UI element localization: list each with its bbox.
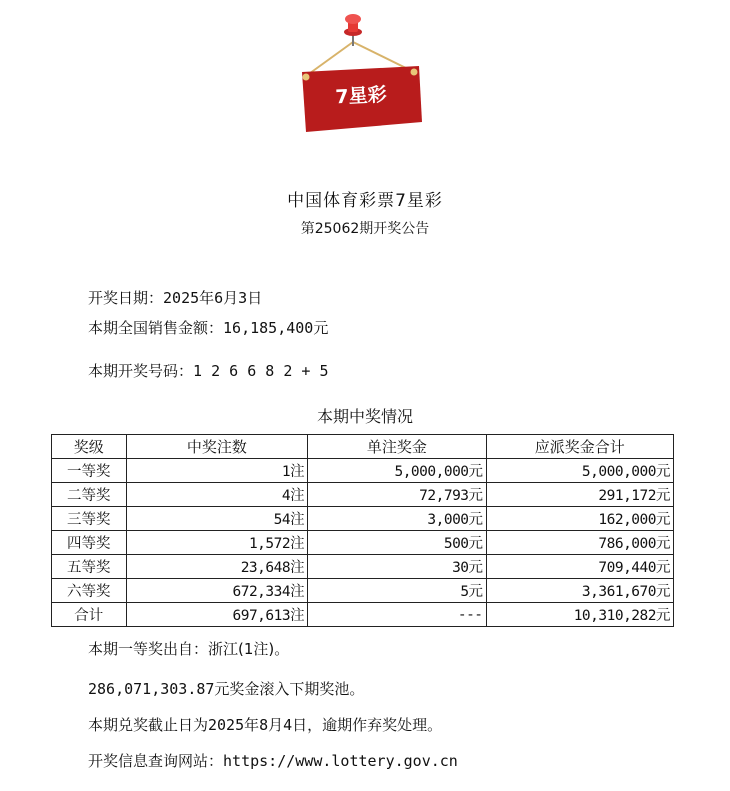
winner-count: 697,613注 — [126, 603, 308, 627]
winner-count: 23,648注 — [126, 555, 308, 579]
table-row — [52, 483, 674, 507]
table-row — [52, 459, 674, 483]
sales-value: 16,185,400元 — [223, 319, 329, 337]
prize-total: 5,000,000元 — [486, 459, 673, 483]
winner-count: 4注 — [126, 483, 308, 507]
prize-level: 三等奖 — [52, 507, 127, 531]
prize-amount: 72,793元 — [308, 483, 486, 507]
header-cell: 奖级 — [52, 435, 127, 459]
page-title: 中国体育彩票7星彩 — [287, 191, 443, 211]
website-label: 开奖信息查询网站： — [88, 752, 224, 770]
first-prize-origin-text: 本期一等奖出自：浙江(1注)。 — [88, 640, 290, 658]
table-total-row — [52, 603, 674, 627]
prize-amount: 5元 — [308, 579, 486, 603]
prize-total: 291,172元 — [486, 483, 673, 507]
draw-date-value: 2025年6月3日 — [163, 289, 263, 307]
prize-total: 10,310,282元 — [486, 603, 673, 627]
deadline-line — [88, 714, 442, 735]
prize-level: 五等奖 — [52, 555, 127, 579]
table-row — [52, 579, 674, 603]
prize-total: 786,000元 — [486, 531, 673, 555]
numbers-label: 本期开奖号码： — [88, 362, 194, 380]
prize-total: 3,361,670元 — [486, 579, 673, 603]
rollover-text: 286,071,303.87元奖金滚入下期奖池。 — [88, 680, 365, 698]
prize-level: 四等奖 — [52, 531, 127, 555]
table-row — [52, 555, 674, 579]
rollover-line — [88, 678, 364, 699]
table-row — [52, 507, 674, 531]
sales-label: 本期全国销售金额： — [88, 319, 224, 337]
header-cell: 中奖注数 — [126, 435, 308, 459]
prize-level: 合计 — [52, 603, 127, 627]
table-title: 本期中奖情况 — [316, 407, 413, 426]
draw-date-line — [88, 287, 262, 308]
website-line — [88, 750, 458, 771]
prize-amount: 500元 — [308, 531, 486, 555]
prize-total: 709,440元 — [486, 555, 673, 579]
prize-amount: 3,000元 — [308, 507, 486, 531]
prize-level: 六等奖 — [52, 579, 127, 603]
badge-label: 7星彩 — [334, 83, 388, 109]
winner-count: 1,572注 — [126, 531, 308, 555]
draw-date-label: 开奖日期： — [88, 289, 164, 307]
prize-total: 162,000元 — [486, 507, 673, 531]
pushpin-icon — [296, 10, 431, 135]
deadline-text: 本期兑奖截止日为2025年8月4日，逾期作弃奖处理。 — [88, 716, 443, 734]
prize-amount: 5,000,000元 — [308, 459, 486, 483]
prize-level: 二等奖 — [52, 483, 127, 507]
winner-count: 54注 — [126, 507, 308, 531]
winner-count: 1注 — [126, 459, 308, 483]
header-cell: 单注奖金 — [308, 435, 486, 459]
sales-line — [88, 317, 328, 338]
winner-count: 672,334注 — [126, 579, 308, 603]
prize-level: 一等奖 — [52, 459, 127, 483]
table-row — [52, 531, 674, 555]
first-prize-origin — [88, 638, 289, 659]
website-link[interactable]: https://www.lottery.gov.cn — [223, 752, 458, 770]
numbers-line — [88, 360, 328, 381]
prize-amount: --- — [308, 603, 486, 627]
page-subtitle: 第25062期开奖公告 — [300, 221, 430, 237]
prize-amount: 30元 — [308, 555, 486, 579]
header-cell: 应派奖金合计 — [486, 435, 673, 459]
prize-table — [51, 434, 674, 627]
table-header-row — [52, 435, 674, 459]
lottery-badge — [296, 10, 431, 135]
winning-numbers: 1 2 6 6 8 2 + 5 — [193, 362, 329, 380]
